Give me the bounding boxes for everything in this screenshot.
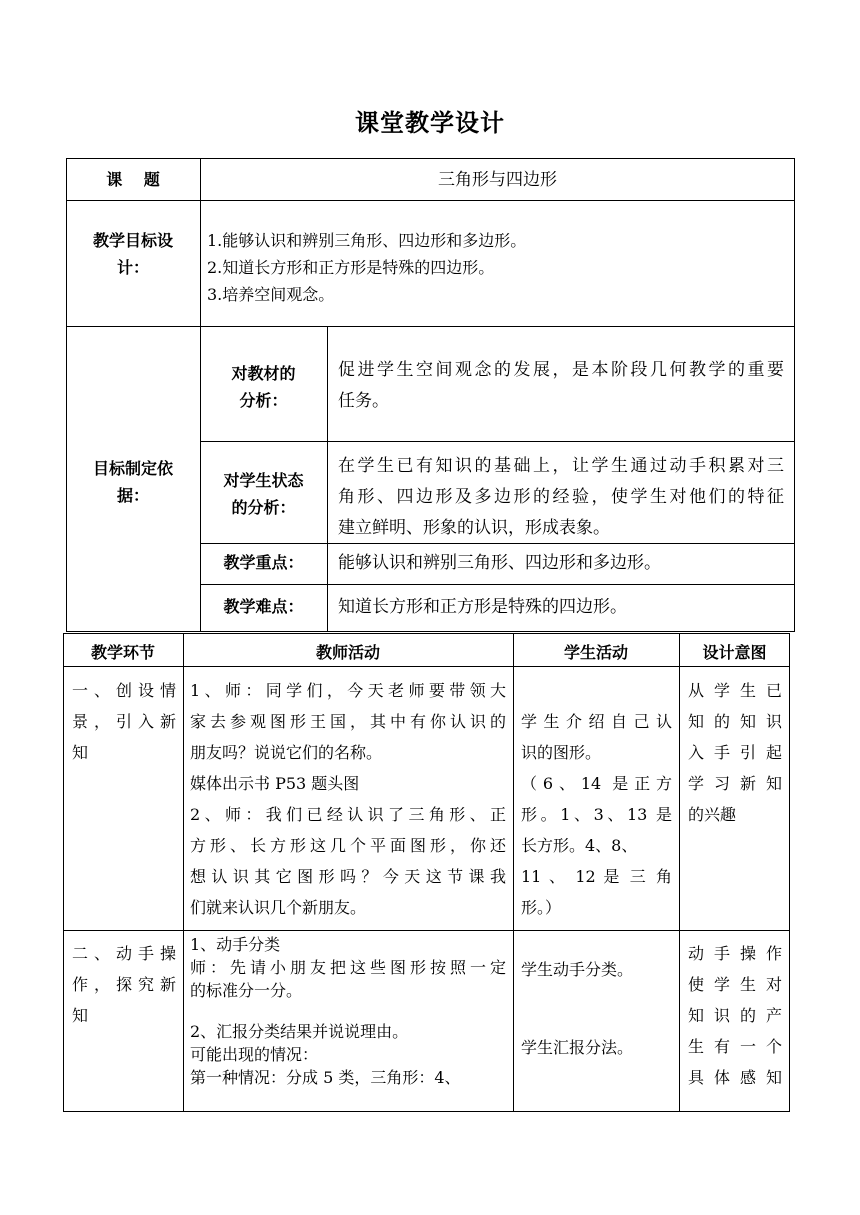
goal-item: 2.知道长方形和正方形是特殊的四边形。: [207, 258, 495, 277]
row2-student-classify: 学生动手分类。: [521, 960, 634, 979]
goal-item: 1.能够认识和辨别三角形、四边形和多边形。: [207, 231, 527, 250]
goal-item: 3.培养空间观念。: [207, 285, 335, 304]
topic-label: 课 题: [106, 170, 160, 189]
row2-intent: 动 手 操 作 使 学 生 对 知 识 的 产 生 有 一 个 具 体 感 知: [688, 944, 782, 1087]
basis-label: 目标制定依 据：: [92, 459, 173, 505]
row2-teacher: 1、动手分类 师：先请小朋友把这些图形按照一定 的标准分一分。 2、汇报分类结果并说说理由。 可能出现的情况： 第一种情况：分成 5 类，三角形：4、: [190, 935, 506, 1087]
header-teacher: 教师活动: [315, 643, 380, 662]
material-analysis-label: 对教材的 分析：: [231, 364, 296, 410]
header-intent: 设计意图: [702, 643, 767, 662]
key-point-label: 教学重点：: [223, 553, 304, 572]
difficulty-label: 教学难点：: [223, 597, 304, 616]
row1-intent: 从 学 生 已 知 的 知 识 入 手 引 起 学 习 新 知 的兴趣: [688, 681, 782, 824]
row1-student: 学生介绍自己认 识的图形。 （6、14 是正方 形。1、3、13 是 长方形。4、8、 11 、 12 是 三 角 形。）: [521, 712, 672, 917]
student-analysis-label: 对学生状态 的分析：: [223, 471, 304, 517]
row1-teacher: 1、师：同学们，今天老师要带领大 家去参观图形王国，其中有你认识的 朋友吗？说说它们的名称。 媒体出示书 P53 题头图 2、师：我们已经认识了三角形、正 方形、长方形这几个平面图形，你还 想认识其它图形吗？今天这节课我 们就来认识几个新朋友。: [190, 681, 506, 917]
difficulty-text: 知道长方形和正方形是特殊的四边形。: [338, 597, 627, 617]
page-title: 课堂教学设计: [355, 109, 505, 137]
goals-label: 教学目标设 计：: [92, 231, 173, 277]
row2-student-report: 学生汇报分法。: [521, 1038, 634, 1057]
student-analysis-text: 在学生已有知识的基础上，让学生通过动手积累对三 角形、四边形及多边形的经验，使学生对他们的特征 建立鲜明、形象的认识，形成表象。: [338, 456, 784, 538]
row2-stage: 二、动手操 作，探究新 知: [72, 944, 176, 1025]
key-point-text: 能够认识和辨别三角形、四边形和多边形。: [338, 553, 661, 573]
row1-stage: 一、创设情 景，引入新 知: [72, 681, 176, 762]
topic-value: 三角形与四边形: [438, 170, 557, 190]
header-stage: 教学环节: [90, 643, 155, 662]
header-student: 学生活动: [563, 643, 628, 662]
material-analysis-text: 促进学生空间观念的发展，是本阶段几何教学的重要 任务。: [338, 360, 784, 411]
goals-list: [207, 227, 787, 308]
